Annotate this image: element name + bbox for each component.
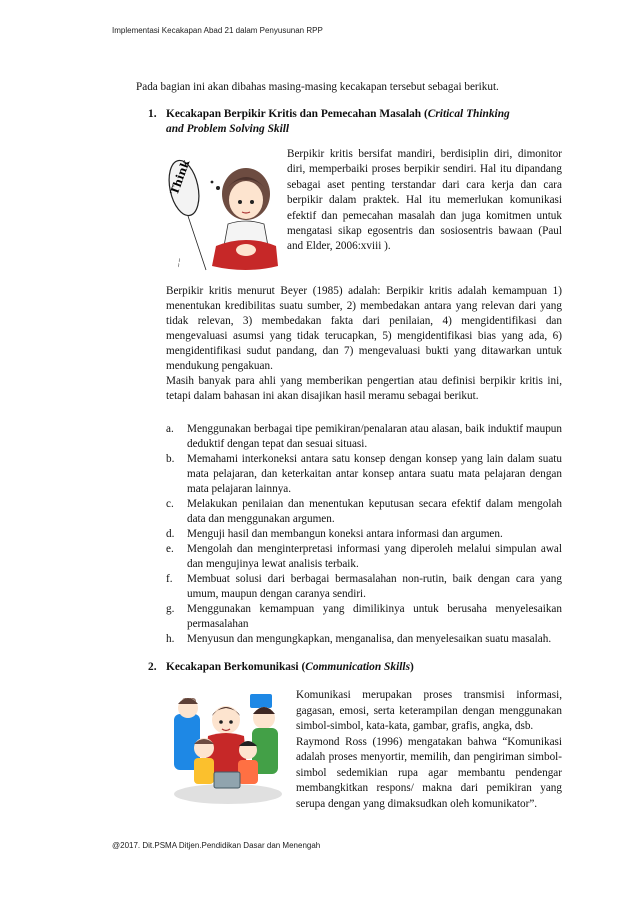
list-marker: d. — [166, 528, 175, 540]
list-item — [166, 452, 562, 497]
critical-thinking-list — [166, 422, 562, 647]
section-2-number: 2. — [148, 661, 157, 673]
section-1-title — [148, 107, 562, 137]
list-marker: e. — [166, 543, 174, 555]
intro-paragraph: Pada bagian ini akan dibahas masing-masing kecakapan tersebut sebagai berikut. — [136, 81, 499, 93]
page-footer: @2017. Dit.PSMA Ditjen.Pendidikan Dasar dan Menengah — [112, 841, 321, 850]
children-communication-illustration — [168, 684, 286, 806]
svg-text:~~: ~~ — [175, 257, 184, 269]
section-1-title-italic-2: and Problem Solving Skill — [166, 123, 290, 135]
list-marker: c. — [166, 498, 174, 510]
list-marker: a. — [166, 423, 174, 435]
think-balloon-text: Think — [167, 158, 193, 197]
section-2-title-plain: Kecakapan Berkomunikasi ( — [166, 661, 306, 673]
section-1-body — [166, 284, 562, 404]
section-2-title — [148, 660, 562, 675]
list-item-text: Menguji hasil dan membangun koneksi antara informasi dan argumen. — [187, 528, 503, 540]
page-header: Implementasi Kecakapan Abad 21 dalam Penyusunan RPP — [112, 26, 323, 35]
list-item-text: Melakukan penilaian dan menentukan keputusan secara efektif dalam mengolah data dan menggunakan argumen. — [187, 498, 562, 525]
list-item-text: Membuat solusi dari berbagai bermasalahan non-rutin, baik dengan cara yang umum, maupun dengan caranya sendiri. — [187, 573, 562, 600]
section-1-number: 1. — [148, 108, 157, 120]
list-item-text: Memahami interkoneksi antara satu konsep dengan konsep yang lain dalam suatu mata pelajaran, dan keterkaitan antar konsep antara suatu mata pelajaran dengan mata pelajaran lainnya. — [187, 453, 562, 495]
list-item — [166, 527, 562, 542]
section-1-title-plain: Kecakapan Berpikir Kritis dan Pemecahan Masalah ( — [166, 108, 428, 120]
list-marker: f. — [166, 573, 173, 585]
list-item — [166, 497, 562, 527]
section-2-box-text — [296, 688, 562, 812]
list-marker: h. — [166, 633, 175, 645]
list-item-text: Menggunakan kemampuan yang dimilikinya untuk berusaha menyelesaikan permasalahan — [187, 603, 562, 630]
list-item — [166, 602, 562, 632]
section-2-box-paragraph-1: Komunikasi merupakan proses transmisi informasi, gagasan, emosi, serta keterampilan dengan menggunakan simbol-simbol, kata-kata, gambar, grafis, angka, dsb. — [296, 689, 562, 732]
section-2-title-italic: Communication Skills — [305, 661, 411, 673]
list-item-text: Menyusun dan mengungkapkan, menganalisa, dan menyelesaikan suatu masalah. — [187, 633, 552, 645]
list-marker: g. — [166, 603, 175, 615]
list-item-text: Menggunakan berbagai tipe pemikiran/penalaran atau alasan, baik induktif maupun deduktif dengan tepat dan sesuai situasi. — [187, 423, 562, 450]
list-item — [166, 542, 562, 572]
section-1-box-text: Berpikir kritis bersifat mandiri, berdisiplin diri, dimonitor diri, memperbaiki proses berpikir sendiri. Hal itu dipandang sebagai aset penting terstandar dari cara kerja dan cara berpikir dalam praktek. Hal itu memerlukan komunikasi efektif dan pemecahan masalah dan juga komitmen untuk mengatasi sikap egosentris dan sosiosentris bawaan (Paul and Elder, 2006:xviii ). — [287, 148, 562, 253]
section-1-paragraph-1: Berpikir kritis menurut Beyer (1985) adalah: Berpikir kritis adalah kemampuan 1) menentukan kredibilitas suatu sumber, 2) membedakan antara yang relevan dari yang tidak relevan, 3) membedakan fakta dari penilaian, 4) mengidentifikasi dan mengevaluasi asumsi yang tidak terucapkan, 5) mengidentifikasi bias yang ada, 6) mengidentifikasi sudut pandang, dan 7) mengevaluasi bukti yang ditawarkan untuk mendukung pengakuan. — [166, 285, 562, 372]
list-item — [166, 422, 562, 452]
section-1-title-italic: Critical Thinking — [427, 108, 510, 120]
section-2-title-close: ) — [410, 661, 414, 673]
list-item — [166, 632, 562, 647]
section-2-box-paragraph-2: Raymond Ross (1996) mengatakan bahwa “Komunikasi adalah proses menyortir, memilih, dan pengiriman simbol-simbol sedemikian rupa agar membantu pendengar membangkitkan respons/ makna dari pemikiran yang serupa dengan yang dimaksudkan oleh komunikator”. — [296, 735, 562, 810]
list-marker: b. — [166, 453, 175, 465]
section-1-paragraph-2: Masih banyak para ahli yang memberikan pengertian atau definisi berpikir kritis ini, tetapi dalam bahasan ini akan disajikan hasil meramu sebagai berikut. — [166, 375, 562, 402]
list-item-text: Mengolah dan menginterpretasi informasi yang diperoleh melalui simpulan awal dan mengujinya lewat analisis terbaik. — [187, 543, 562, 570]
thinking-girl-illustration — [166, 142, 278, 274]
list-item — [166, 572, 562, 602]
